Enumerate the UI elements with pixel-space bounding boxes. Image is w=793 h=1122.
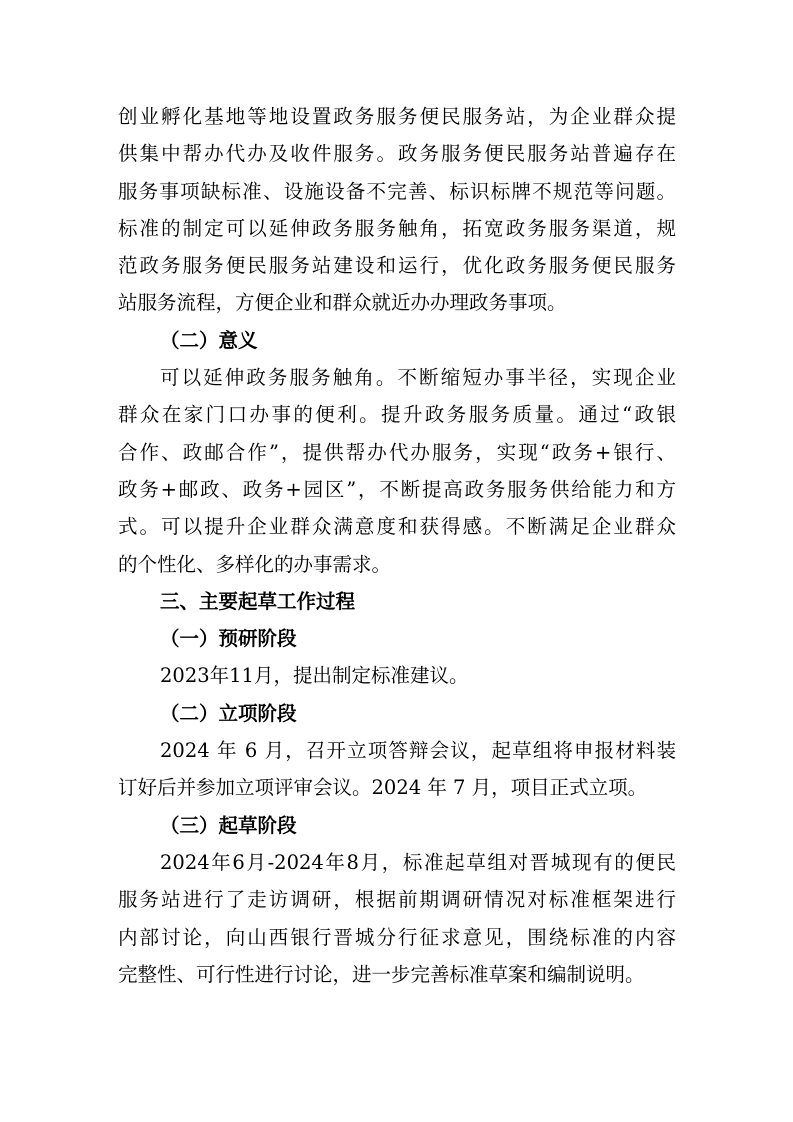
document-body bbox=[118, 98, 676, 993]
text-line: 供集中帮办代办及收件服务。政务服务便民服务站普遍存在 bbox=[118, 142, 676, 166]
heading-drafting-stage: （三）起草阶段 bbox=[160, 813, 297, 837]
heading-significance: （二）意义 bbox=[160, 328, 258, 352]
text-line: 可以延伸政务服务触角。不断缩短办事半径，实现企业 bbox=[160, 366, 676, 390]
text-line: 标准的制定可以延伸政务服务触角，拓宽政务服务渠道，规 bbox=[118, 216, 676, 240]
text-line: 服务站进行了走访调研，根据前期调研情况对标准框架进行 bbox=[118, 888, 676, 912]
text-line: 政务+邮政、政务+园区”，不断提高政务服务供给能力和方 bbox=[118, 477, 676, 501]
text-line: 的个性化、多样化的办事需求。 bbox=[118, 552, 392, 576]
text-line: 群众在家门口办事的便利。提升政务服务质量。通过“政银 bbox=[118, 403, 676, 427]
text-line: 站服务流程，方便企业和群众就近办办理政务事项。 bbox=[118, 291, 567, 315]
paragraph-significance bbox=[118, 359, 676, 583]
text-line: 2024年6月-2024年8月，标准起草组对晋城现有的便民 bbox=[160, 850, 676, 874]
text-line: 式。可以提升企业群众满意度和获得感。不断满足企业群众 bbox=[118, 515, 676, 539]
text-line: 范政务服务便民服务站建设和运行，优化政务服务便民服务 bbox=[118, 254, 676, 278]
paragraph-drafting-stage bbox=[118, 844, 676, 993]
text-line: 创业孵化基地等地设置政务服务便民服务站，为企业群众提 bbox=[118, 105, 676, 128]
paragraph-project-approval bbox=[118, 732, 676, 807]
text-line: 订好后并参加立项评审会议。2024 年 7 月，项目正式立项。 bbox=[118, 776, 648, 800]
heading-preliminary-research: （一）预研阶段 bbox=[160, 627, 297, 651]
heading-project-approval: （二）立项阶段 bbox=[160, 701, 297, 725]
text-line: 内部讨论，向山西银行晋城分行征求意见，围绕标准的内容 bbox=[118, 925, 676, 949]
text-line: 2024 年 6 月，召开立项答辩会议，起草组将申报材料装 bbox=[160, 739, 676, 763]
text-line: 完整性、可行性进行讨论，进一步完善标准草案和编制说明。 bbox=[118, 962, 645, 986]
text-line: 服务事项缺标准、设施设备不完善、标识标牌不规范等问题。 bbox=[118, 179, 676, 203]
paragraph-preliminary-research: 2023年11月，提出制定标准建议。 bbox=[160, 664, 469, 688]
paragraph-background bbox=[118, 98, 676, 322]
section-heading-drafting-process: 三、主要起草工作过程 bbox=[160, 589, 356, 613]
text-line: 合作、政邮合作”，提供帮办代办服务，实现“政务+银行、 bbox=[118, 440, 676, 464]
